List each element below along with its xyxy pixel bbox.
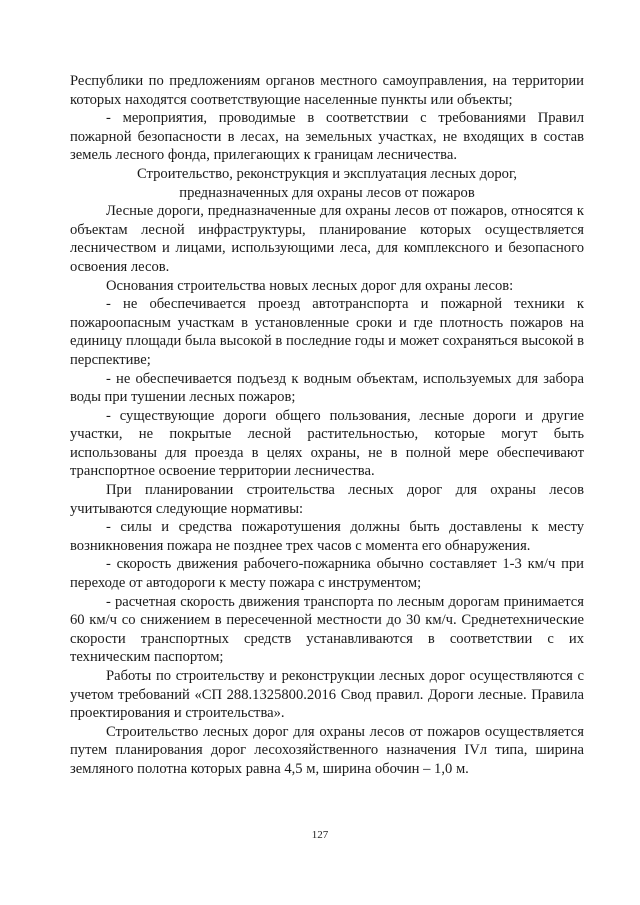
list-item: - не обеспечивается проезд автотранспорта и пожарной техники к пожароопасным участкам в установленные сроки и где плотность пожаров на единицу площади была высокой в последние годы и может сохраняться высокой в перспективе; — [70, 296, 584, 368]
paragraph: Лесные дороги, предназначенные для охраны лесов от пожаров, относятся к объектам лесной инфраструктуры, планирование которых осуществляется лесничеством и лицами, использующими леса, для комплексного и безопасного освоения лесов. — [70, 203, 584, 275]
list-item: - существующие дороги общего пользования, лесные дороги и другие участки, не покрытые лесной растительностью, которые могут быть использованы для проезда в целях охраны, не в полной мере обеспечивают транспортное освоение территории лесничества. — [70, 407, 584, 480]
list-item: - скорость движения рабочего-пожарника обычно составляет 1-3 км/ч при переходе от автодороги к месту пожара с инструментом; — [70, 556, 584, 592]
section-heading — [70, 165, 584, 202]
list-item: - расчетная скорость движения транспорта по лесным дорогам принимается 60 км/ч со снижением в пересеченной местности до 30 км/ч. Среднетехнические скорости транспортных средств устанавливаются в соответствии с их техническим паспортом; — [70, 593, 584, 666]
page-number: 127 — [311, 829, 329, 841]
list-item: - силы и средства пожаротушения должны быть доставлены к месту возникновения пожара не позднее трех часов с момента его обнаружения. — [70, 519, 584, 554]
paragraph: Работы по строительству и реконструкции лесных дорог осуществляются с учетом требований «СП 288.1325800.2016 Свод правил. Дороги лесные. Правила проектирования и строительства». — [70, 668, 584, 722]
paragraph: При планировании строительства лесных дорог для охраны лесов учитываются следующие нормативы: — [70, 482, 584, 517]
section-heading-line: предназначенных для охраны лесов от пожаров — [179, 184, 475, 201]
paragraph: Основания строительства новых лесных дорог для охраны лесов: — [106, 277, 514, 294]
document-page — [70, 72, 584, 779]
paragraph: - мероприятия, проводимые в соответствии с требованиями Правил пожарной безопасности в лесах, на земельных участках, не входящих в состав земель лесного фонда, прилегающих к границам лесничества. — [70, 110, 584, 164]
section-heading-line: Строительство, реконструкция и эксплуатация лесных дорог, — [137, 165, 517, 182]
list-item: - не обеспечивается подъезд к водным объектам, используемых для забора воды при тушении лесных пожаров; — [70, 370, 584, 406]
paragraph: Строительство лесных дорог для охраны лесов от пожаров осуществляется путем планирования дорог лесохозяйственного назначения IVл типа, ширина земляного полотна которых равна 4,5 м, ширина обочин – 1,0 м. — [70, 723, 584, 777]
paragraph: Республики по предложениям органов местного самоуправления, на территории которых находятся соответствующие населенные пункты или объекты; — [70, 73, 584, 108]
